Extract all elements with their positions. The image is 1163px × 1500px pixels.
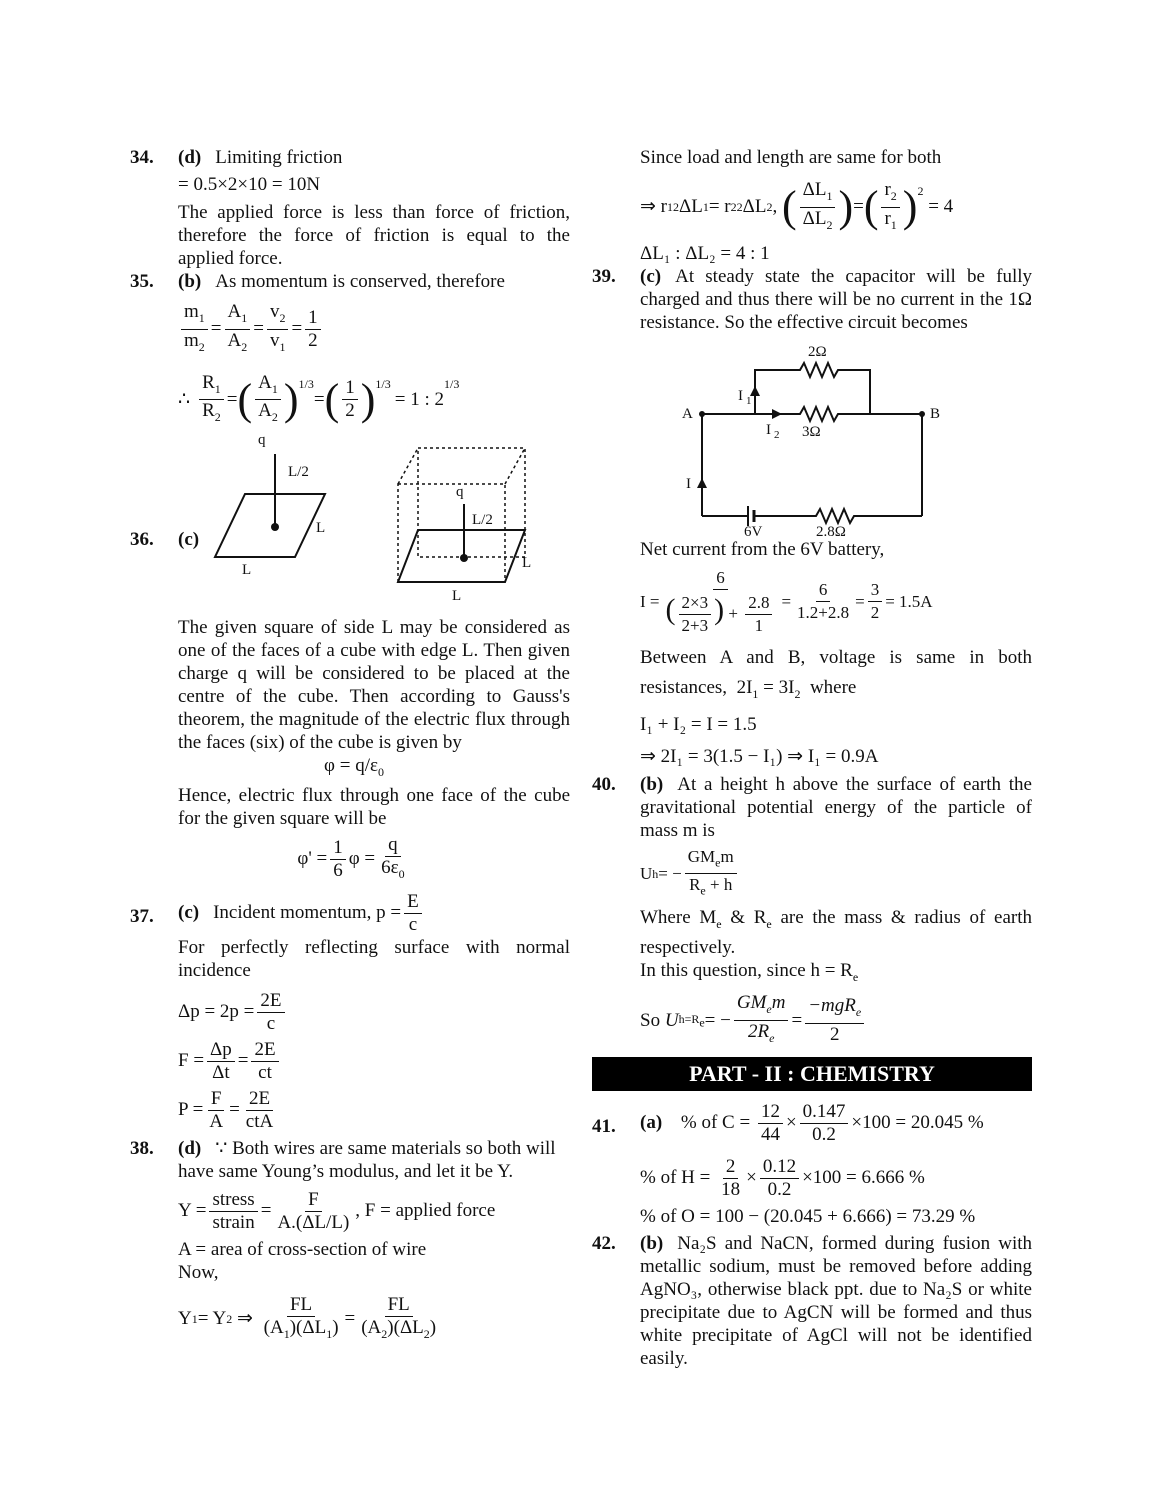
question-number: 35. <box>130 271 154 292</box>
question-number: 40. <box>592 773 616 795</box>
svg-text:1: 1 <box>746 394 752 407</box>
answer-option: (d) <box>178 1137 202 1159</box>
explanation-text: The given square of side L may be considered as one of the faces of a cube with edge L. Then given charge q will be considered to be placed at the centre of the cube. Then according to Gauss's theorem, the magnitude of the electric flux through the faces (six) of the cube is given by <box>178 617 570 754</box>
net-current-equation: I = 6 ( $\frac{2\times 3}{2+3}$ ) + $\frac{2.8}{1}$ = $\frac{6}{1.2+2.8}$ = $\frac{3}{2}$ = 1.5A <box>640 567 933 636</box>
equation: = 0.5×2×10 = 10N <box>178 174 321 195</box>
question-35 <box>130 270 570 428</box>
equal-modulus-equation: Y 1 = Y 2 ⇒ $\frac{FL}{(A_1)(\Delta L_1)}$ = $\frac{FL}{(A_2)(\Delta L_2)}$ <box>178 1293 437 1341</box>
pressure-equation: P = $\frac{F}{A}$ = $\frac{2E}{\text{ctA}}$ <box>178 1087 274 1132</box>
flux-one-face-equation: φ' = $\frac{1}{6}$ φ = $\frac{q}{6\varepsilon_0}$ <box>297 833 405 881</box>
area-definition: A = area of cross-section of wire <box>178 1238 427 1260</box>
side-label: L <box>452 588 462 605</box>
answer-option: (c) <box>178 529 200 551</box>
force-equation: F = $\frac{\Delta p}{\Delta t}$ = $\frac{2E}{ct}$ <box>178 1039 570 1084</box>
question-number: 34. <box>130 147 154 168</box>
question-heading: Incident momentum, <box>213 902 372 924</box>
explanation-text: At steady state the capacitor will be fully charged and thus there will be no current in the 1Ω resistance. So the effective circuit becomes <box>640 265 1032 333</box>
explanation-text: At a height h above the surface of earth the gravitational potential energy of the particle of mass m is <box>640 773 1032 841</box>
question-number: 41. <box>592 1115 616 1137</box>
answer-option: (c) <box>178 902 200 924</box>
momentum-ratio-equation: $\frac{m_1}{m_2}$ = $\frac{A_1}{A_2}$ = $\frac{v_2}{v_1}$ = $\frac{1}{2}$ <box>178 301 570 358</box>
question-42 <box>592 1232 1032 1370</box>
flux-equation: $\varphi = q/\varepsilon_0$ <box>324 755 384 779</box>
explanation-text: The applied force is less than force of friction, therefore the force of friction is equal to the applied force. <box>178 202 570 269</box>
section-banner: PART - II : CHEMISTRY <box>592 1057 1032 1091</box>
charge-label: q <box>258 432 266 449</box>
question-heading: ∵ Both wires are same materials so both will have same Young’s modulus, and let it be Y. <box>178 1137 556 1182</box>
question-34 <box>130 146 570 270</box>
question-38-continued <box>592 146 1032 265</box>
resistor-label: 2Ω <box>808 343 827 360</box>
explanation-text: For perfectly reflecting surface with normal incidence <box>178 936 570 981</box>
question-38 <box>130 1137 570 1345</box>
half-length-label: L/2 <box>288 464 309 481</box>
gauss-figure <box>190 432 590 612</box>
explanation-text: Between A and B, voltage is same in both resistances, <box>640 647 1032 699</box>
carbon-percentage-equation: (a) % of C = $\frac{12}{44}$ × $\frac{0.147}{0.2}$ ×100 = 20.045 % <box>640 1100 984 1145</box>
hydrogen-percentage-equation: % of H = $\frac{2}{18}$ × $\frac{0.12}{0.2}$ ×100 = 6.666 % <box>640 1155 925 1200</box>
current-label: I <box>738 387 743 404</box>
oxygen-percentage-equation: % of O = 100 − (20.045 + 6.666) = 73.29 % <box>640 1205 976 1227</box>
svg-text:2: 2 <box>774 428 780 441</box>
question-number: 42. <box>592 1232 616 1254</box>
circuit-diagram <box>640 338 970 538</box>
continuation-text: Since load and length are same for both <box>640 147 942 168</box>
current-label: I <box>766 421 771 438</box>
question-number: 36. <box>130 529 154 551</box>
radius-ratio-equation: ∴ $\frac{R_1}{R_2}$ = ( $\frac{A_1}{A_2}$ ) $^{1/3}$ = ( $\frac{1}{2}$ ) $^{1/3}$ = 1 : 2 $^{1/3}$ <box>178 371 460 425</box>
answer-option: (c) <box>640 265 662 287</box>
explanation-text: Hence, electric flux through one face of the cube for the given square will be <box>178 784 570 829</box>
question-number: 37. <box>130 905 154 927</box>
question-37: 37. (c) Incident momentum, p = $\frac{E}{c}$ For perfectly reflecting surface with normal incidence Δp = 2p = $\frac{2E}{c}$ F = $\frac{\Delta p}{\Delta t}$ = $\frac{2E}{ct}$ P = $\frac{F}{A}$ = $\frac{2E}{\text{ctA}}$ <box>130 890 570 1132</box>
potential-energy-equation: U h = − $\frac{GM_em}{R_e + h}$ <box>640 846 1032 902</box>
question-41 <box>592 1101 1032 1228</box>
length-ratio-equation: ⇒ r 1 2 ΔL 1 = r 2 2 ΔL 2 , ( $\frac{\Delta L_1}{\Delta L_2}$ ) = ( $\frac{r_2}{r_1}$ ) $^2$ = 4 <box>640 179 954 232</box>
side-label: L <box>242 562 252 579</box>
momentum-change-equation: Δp = 2p = $\frac{2E}{c}$ <box>178 990 570 1035</box>
question-40: 40. (b) At a height h above the surface of earth the gravitational potential energy of the particle of mass m is U h = − $\frac{GM_em}{R_e + h}$ Where $M_e$ & $R_e$ are the mass & radius of earth respectively. In this question, since $h = R_e$ So U $h=R_e$ = − $\frac{GM_em}{2R_e}$ = $\frac{-mgR_e}{2}$ <box>592 773 1032 1049</box>
question-heading: As momentum is conserved, therefore <box>215 271 505 292</box>
length-ratio-result: ΔL₁ : ΔL₂ = 4 : 1 <box>640 242 770 264</box>
side-label: L <box>522 555 532 572</box>
node-label: B <box>930 405 941 422</box>
now-label: Now, <box>178 1261 219 1283</box>
question-number: 39. <box>592 265 616 287</box>
explanation-text: Na₂S and NaCN, formed during fusion with metallic sodium, must be removed before adding AgNO₃, otherwise black ppt. due to Na₂S or white precipitate due to AgCN will be formed and thus white precipitate of AgCl will not be identified easily. <box>640 1232 1032 1369</box>
question-36-figure-row <box>130 432 570 612</box>
current-sum-equation: I₁ + I₂ = I = 1.5 <box>640 713 757 735</box>
question-heading: Limiting friction <box>215 147 343 168</box>
youngs-modulus-equation: Y = $\frac{\text{stress}}{\text{strain}}$ = $\frac{F}{A.(\Delta L/L)}$ , F = applied force <box>178 1188 496 1233</box>
potential-energy-result: So U $h=R_e$ = − $\frac{GM_em}{2R_e}$ = $\frac{-mgR_e}{2}$ <box>640 992 1032 1049</box>
net-current-text: Net current from the 6V battery, <box>640 538 885 560</box>
answer-option: (d) <box>178 147 202 168</box>
left-column <box>130 146 570 1349</box>
resistor-label: 2.8Ω <box>816 523 846 538</box>
battery-label: 6V <box>744 523 763 538</box>
answer-option: (b) <box>640 773 664 795</box>
question-number: 38. <box>130 1137 154 1159</box>
question-39: 39. (c) At steady state the capacitor will be fully charged and thus there will be no current in the 1Ω resistance. So the effective circuit becomes 2Ω I 1 I 2 3Ω A B I 6V 2.8Ω Net current from the 6V battery, I = 6 ( $\frac{2\times 3}{2+3}$ ) + $\frac{2.8}{1}$ = $\frac{6}{1.2+2.8}$ = $\frac{3}{2}$ = 1.5A Between A and B, voltage is same in both resistances, $2I_1 = 3I_2$ where I₁ + I₂ = I = 1.5 ⇒ 2I₁ = 3(1.5 − I₁) ⇒ I₁ = 0.9A <box>592 265 1032 773</box>
resistor-label: 3Ω <box>802 423 821 440</box>
node-label: A <box>682 405 693 422</box>
half-length-label: L/2 <box>472 512 493 529</box>
question-36-text <box>130 616 570 885</box>
side-label: L <box>316 520 326 537</box>
current-label: I <box>686 475 691 492</box>
answer-option: (b) <box>640 1232 664 1254</box>
current-result-equation: ⇒ 2I₁ = 3(1.5 − I₁) ⇒ I₁ = 0.9A <box>640 745 879 767</box>
right-column <box>592 146 1032 1370</box>
answer-option: (b) <box>178 271 202 292</box>
charge-label: q <box>456 484 464 501</box>
